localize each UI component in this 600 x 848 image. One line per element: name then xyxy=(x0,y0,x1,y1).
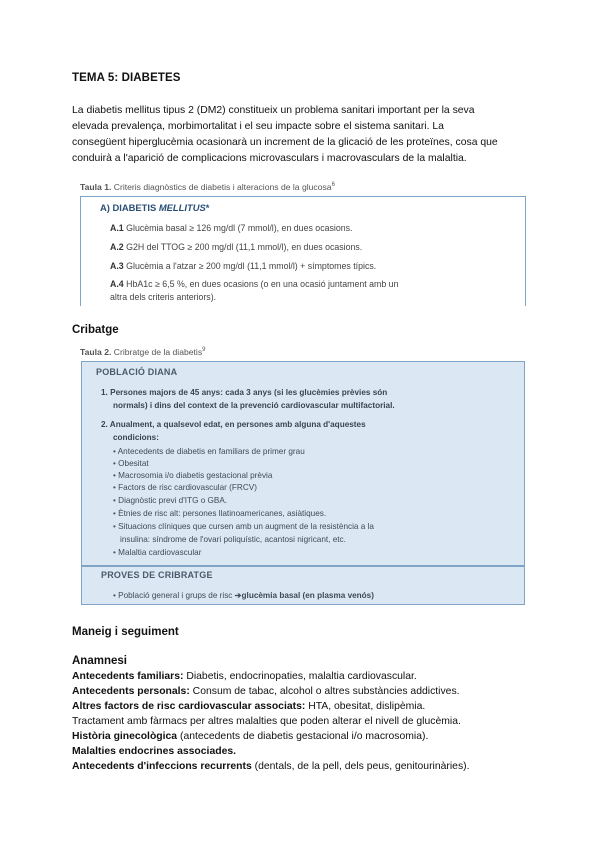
anamnesi-line xyxy=(72,731,428,742)
criterion-text: Glucèmia basal ≥ 126 mg/dl (7 mmol/l), en dues ocasions. xyxy=(123,223,353,233)
target-item-1-line2: normals) i dins del context de la prevenció cardiovascular multifactorial. xyxy=(113,401,395,410)
anamnesi-label: Antecedents personals: xyxy=(72,686,190,697)
table1-caption-ref: 6 xyxy=(331,182,335,189)
criterion-code: A.4 xyxy=(110,279,124,289)
bullet-text: Factors de risc cardiovascular (FRCV) xyxy=(118,483,257,492)
intro-line: La diabetis mellitus tipus 2 (DM2) constitueix un problema sanitari important per la seva xyxy=(72,105,475,116)
criterion-a3 xyxy=(110,261,376,271)
target-item-1-line1: 1. Persones majors de 45 anys: cada 3 anys (si les glucèmies prèvies són xyxy=(101,388,388,397)
bullet-continuation: insulina: síndrome de l'ovari poliquístic, acantosi nigricant, etc. xyxy=(120,535,346,544)
criterion-code: A.2 xyxy=(110,242,124,252)
section-heading-maneig: Maneig i seguiment xyxy=(72,626,179,638)
bullet-item: • Ètnies de risc alt: persones llatinoamericanes, asiàtiques. xyxy=(113,509,327,518)
anamnesi-line xyxy=(72,671,417,682)
intro-line: elevada prevalença, morbimortalitat i el seu impacte sobre el sistema sanitari. La xyxy=(72,121,444,132)
criterion-text: Glucèmia a l'atzar ≥ 200 mg/dl (11,1 mmol/l) + símptomes típics. xyxy=(123,261,377,271)
bullet-text: Obesitat xyxy=(118,459,149,468)
anamnesi-label: Història ginecològica xyxy=(72,731,178,742)
criterion-text: HbA1c ≥ 6,5 %, en dues ocasions (o en una ocasió juntament amb un xyxy=(123,279,399,289)
criterion-code: A.1 xyxy=(110,223,124,233)
table1-header-italic: MELLITUS xyxy=(158,202,206,213)
table2-divider xyxy=(82,565,524,567)
criterion-a4 xyxy=(110,279,398,289)
anamnesi-label: Antecedents d'infeccions recurrents xyxy=(72,761,252,772)
criterion-a4-continuation: altra dels criteris anteriors). xyxy=(110,292,217,302)
anamnesi-text: (dentals, de la pell, dels peus, genitourinàries). xyxy=(251,761,470,772)
criterion-a2 xyxy=(110,242,362,252)
anamnesi-text: (antecedents de diabetis gestacional i/o macrosomia). xyxy=(177,731,429,742)
bullet-text: Macrosomia i/o diabetis gestacional prèvia xyxy=(118,471,273,480)
anamnesi-line xyxy=(72,761,470,772)
table1-caption xyxy=(80,182,335,192)
anamnesi-line xyxy=(72,701,425,712)
table2-caption-text: Cribratge de la diabetis xyxy=(111,347,203,357)
table1-caption-label: Taula 1. xyxy=(80,182,112,192)
table1-header-suffix: * xyxy=(205,202,210,213)
table1-header xyxy=(100,202,209,213)
table2-box xyxy=(81,361,525,605)
bullet-text: Ètnies de risc alt: persones llatinoamericanes, asiàtiques. xyxy=(118,509,327,518)
bullet-item: • Obesitat xyxy=(113,459,149,468)
section-heading-cribatge: Cribatge xyxy=(72,324,119,336)
subsection-heading-anamnesi: Anamnesi xyxy=(72,655,127,667)
bullet-text: Situacions clíniques que cursen amb un augment de la resistència a la xyxy=(118,522,374,531)
table2-section-header: PROVES DE CRIBRATGE xyxy=(101,570,213,580)
screening-test-bold: glucèmia basal (en plasma venós) xyxy=(241,591,374,600)
bullet-text: Diagnòstic previ d'ITG o GBA. xyxy=(118,496,228,505)
anamnesi-line xyxy=(72,716,461,727)
anamnesi-line xyxy=(72,686,460,697)
screening-test-text: Població general i grups de risc xyxy=(118,591,235,600)
intro-line: conduirà a l'aparició de complicacions microvasculars i macrovasculars de la malaltia. xyxy=(72,153,467,164)
page-title: TEMA 5: DIABETES xyxy=(72,72,181,84)
bullet-text: Antecedents de diabetis en familiars de primer grau xyxy=(117,447,305,456)
criterion-code: A.3 xyxy=(110,261,124,271)
bullet-text: Malaltia cardiovascular xyxy=(118,548,202,557)
table1-caption-text: Criteris diagnòstics de diabetis i alteracions de la glucosa xyxy=(111,182,332,192)
bullet-item: • Diagnòstic previ d'ITG o GBA. xyxy=(113,496,228,505)
criterion-text: G2H del TTOG ≥ 200 mg/dl (11,1 mmol/l), en dues ocasions. xyxy=(123,242,363,252)
bullet-item: • Malaltia cardiovascular xyxy=(113,548,202,557)
table2-caption-ref: 9 xyxy=(202,347,206,354)
bullet-item: • Antecedents de diabetis en familiars de primer grau xyxy=(113,447,305,456)
criterion-a1 xyxy=(110,223,352,233)
intro-paragraph xyxy=(72,103,532,167)
screening-test-line: • Població general i grups de risc ➔glucèmia basal (en plasma venós) xyxy=(113,591,374,600)
table2-section-header: POBLACIÓ DIANA xyxy=(96,367,178,377)
table1-box xyxy=(80,196,526,306)
table2-caption-label: Taula 2. xyxy=(80,347,112,357)
anamnesi-label: Altres factors de risc cardiovascular associats: xyxy=(72,701,306,712)
table1-header-prefix: A) DIABETIS xyxy=(100,202,159,213)
anamnesi-text: Tractament amb fàrmacs per altres malalties que poden alterar el nivell de glucèmia. xyxy=(72,716,461,727)
target-item-2-line1: 2. Anualment, a qualsevol edat, en persones amb alguna d'aquestes xyxy=(101,420,366,429)
anamnesi-text: Diabetis, endocrinopaties, malaltia cardiovascular. xyxy=(183,671,417,682)
table2-caption xyxy=(80,347,205,357)
target-item-2-line2: condicions: xyxy=(113,433,159,442)
intro-line: consegüent hiperglucèmia ocasionarà un increment de la glicació de les proteïnes, cosa que xyxy=(72,137,498,148)
bullet-item: • Situacions clíniques que cursen amb un augment de la resistència a la xyxy=(113,522,374,531)
bullet-item: • Macrosomia i/o diabetis gestacional prèvia xyxy=(113,471,273,480)
anamnesi-label: Antecedents familiars: xyxy=(72,671,184,682)
anamnesi-label: Malalties endocrines associades. xyxy=(72,746,237,757)
anamnesi-line xyxy=(72,746,236,757)
anamnesi-text: HTA, obesitat, dislipèmia. xyxy=(305,701,426,712)
anamnesi-text: Consum de tabac, alcohol o altres substàncies addictives. xyxy=(189,686,460,697)
bullet-item: • Factors de risc cardiovascular (FRCV) xyxy=(113,483,257,492)
arrow-right-icon: ➔ xyxy=(234,591,242,600)
